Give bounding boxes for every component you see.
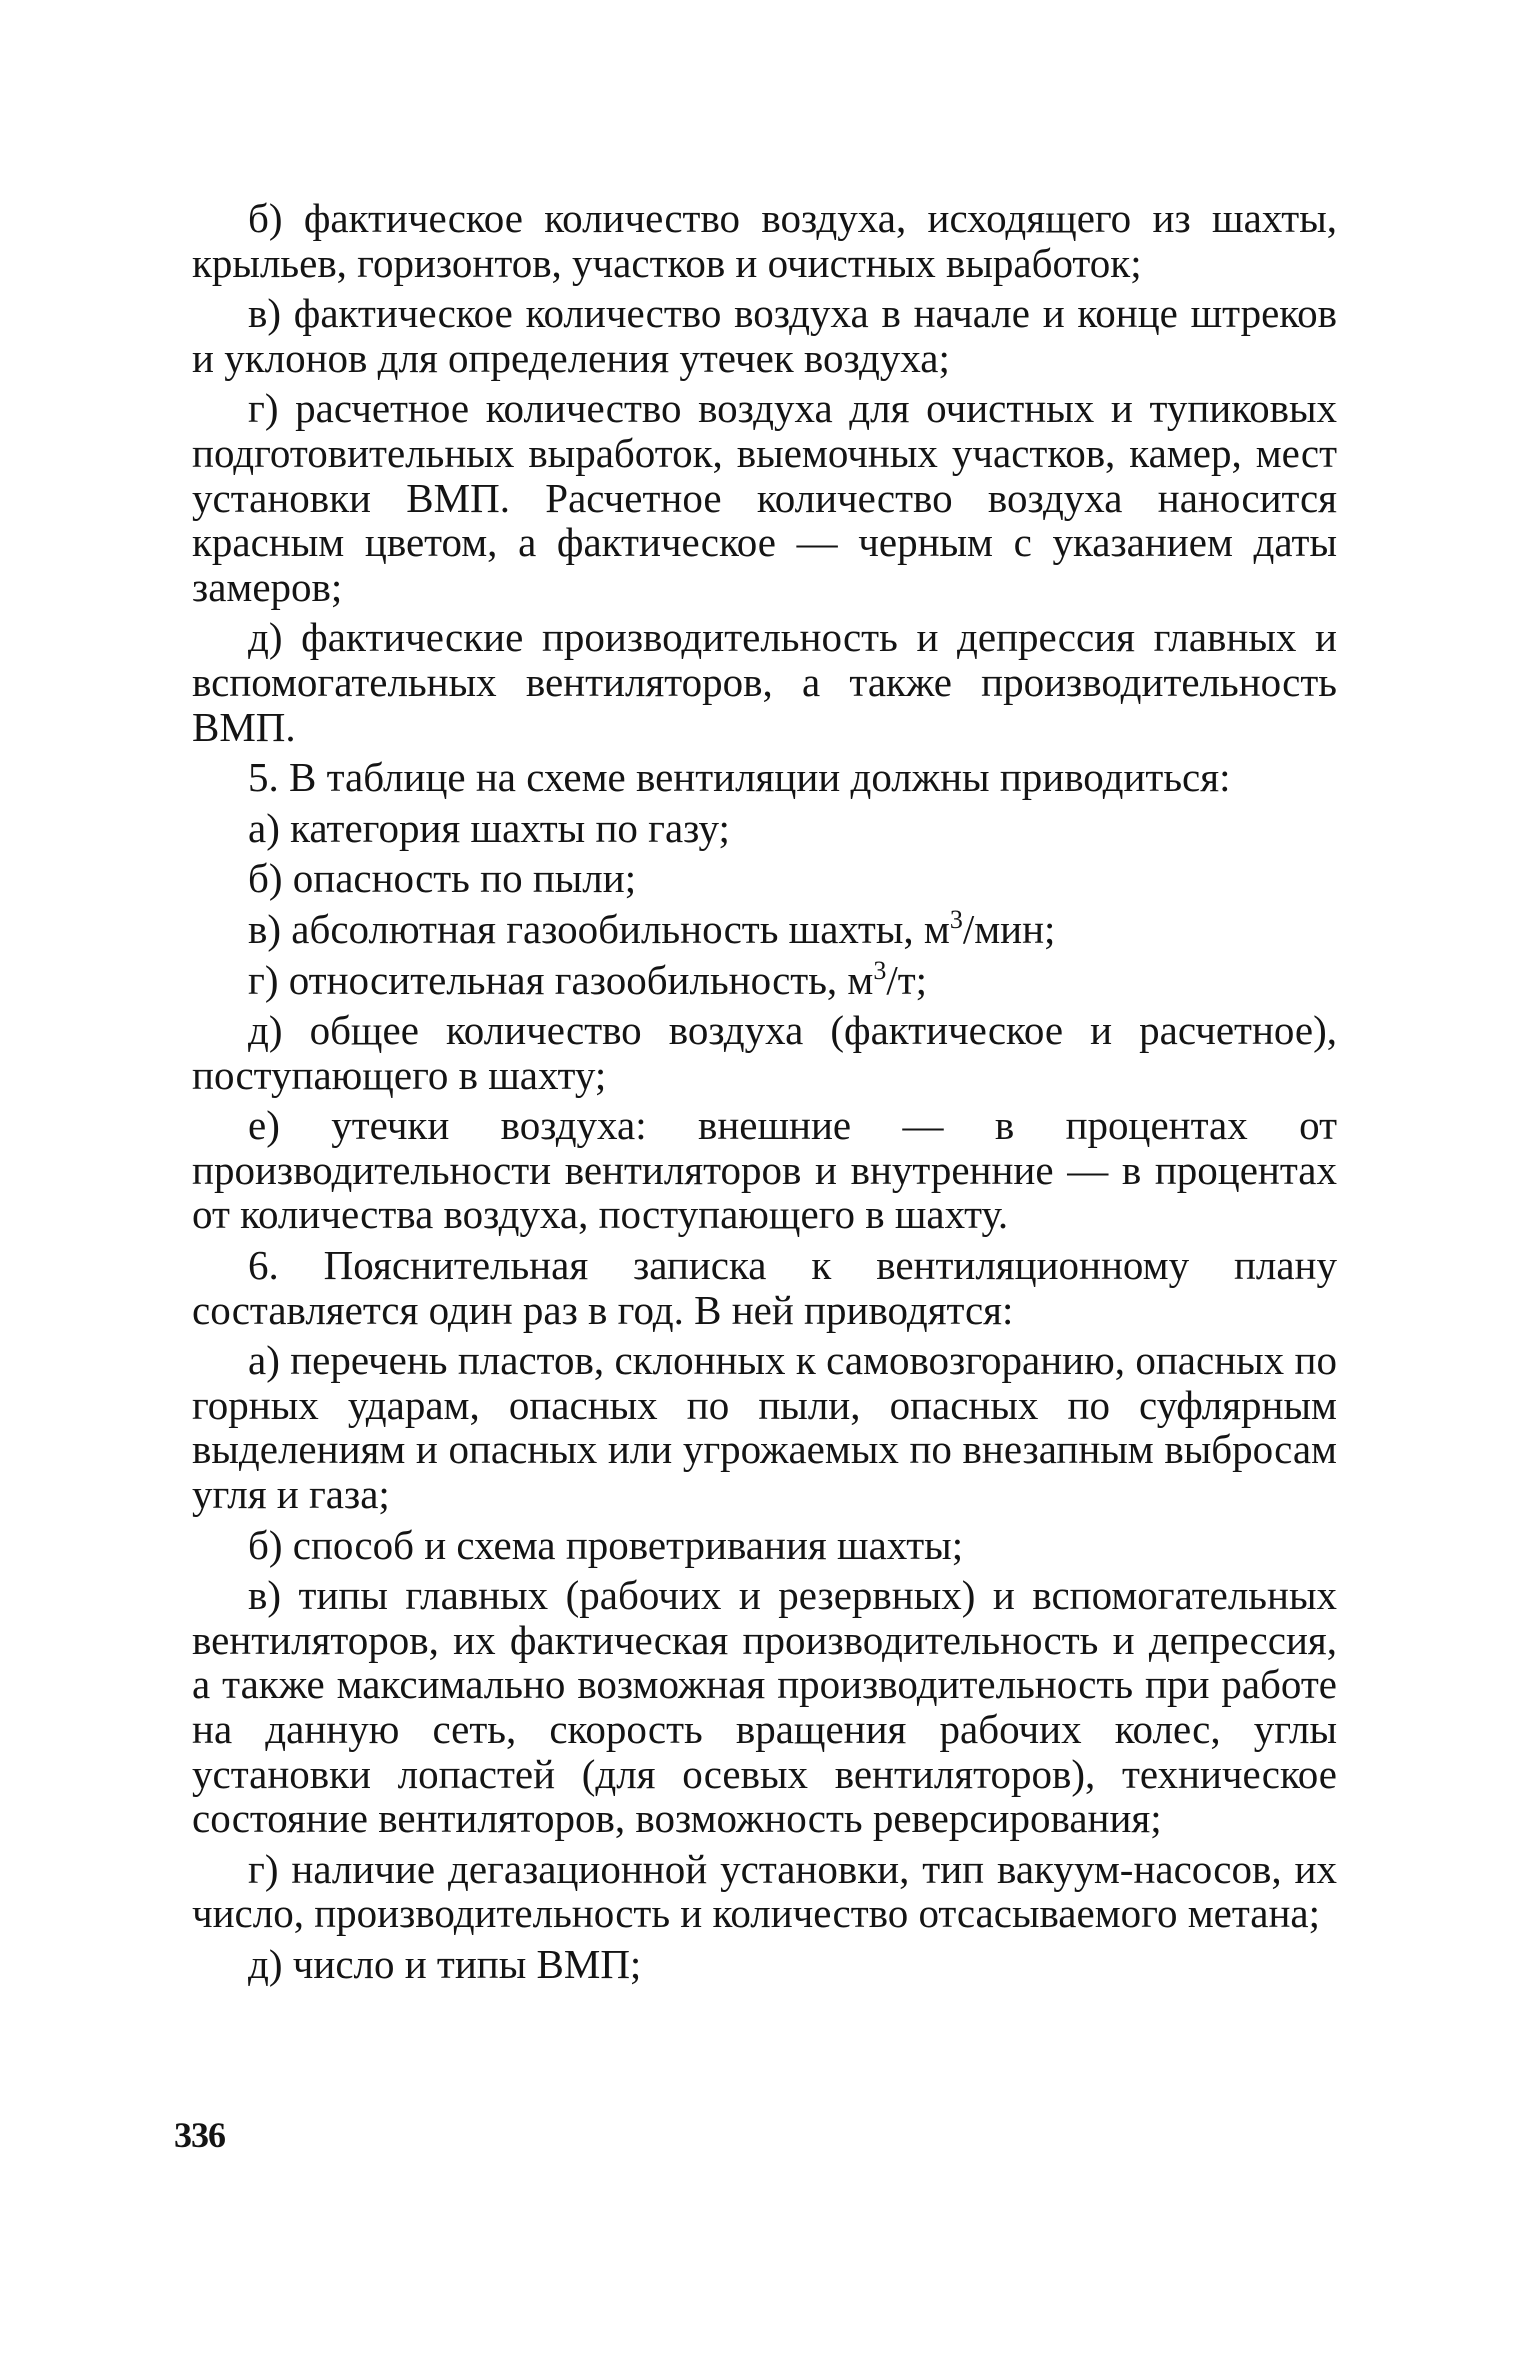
paragraph: б) опасность по пыли; [248,855,637,902]
page-body [192,196,1337,1993]
paragraph: в) фактическое количество воздуха в начале и конце штреков и уклонов для определения утечек воздуха; [192,290,1337,381]
page-number: 336 [174,2115,225,2155]
paragraph: а) перечень пластов, склонных к самовозгоранию, опасных по горных ударам, опасных по пыли, опасных по суфлярным выделениям и опасных или угрожаемых по внезапным выбросам угля и газа; [192,1337,1337,1518]
paragraph: д) фактические производительность и депрессия главных и вспомогательных вентиляторов, а также производительность ВМП. [192,614,1337,750]
paragraph: д) общее количество воздуха (фактическое и расчетное), поступающего в шахту; [192,1007,1337,1098]
paragraph: б) способ и схема проветривания шахты; [248,1521,964,1568]
paragraph: в) типы главных (рабочих и резервных) и вспомогательных вентиляторов, их фактическая производительность и депрессия, а также максимально возможная производительность при работе на данную сеть, скорость вращения рабочих колес, углы установки лопастей (для осевых вентиляторов), техническое состояние вентиляторов, возможность реверсирования; [192,1572,1337,1842]
paragraph: г) расчетное количество воздуха для очистных и тупиковых подготовительных выработок, выемочных участков, камер, мест установки ВМП. Расчетное количество воздуха наносится красным цветом, а фактическое — черным с указанием даты замеров; [192,385,1337,610]
paragraph-text: в) абсолютная газообильность шахты, м [248,905,950,952]
paragraph-text: /т; [886,956,928,1003]
superscript: 3 [949,904,963,934]
paragraph [192,904,1337,952]
paragraph: а) категория шахты по газу; [248,804,730,851]
superscript: 3 [873,955,887,985]
paragraph-text: /мин; [962,905,1056,952]
paragraph: б) фактическое количество воздуха, исходящего из шахты, крыльев, горизонтов, участков и очистных выработок; [192,195,1337,286]
paragraph: 5. В таблице на схеме вентиляции должны приводиться: [248,754,1231,801]
paragraph: д) число и типы ВМП; [248,1940,642,1987]
paragraph: е) утечки воздуха: внешние — в процентах от производительности вентиляторов и внутренние — в процентах от количества воздуха, поступающего в шахту. [192,1102,1337,1238]
paragraph-text: г) относительная газообильность, м [248,956,874,1003]
paragraph: г) наличие дегазационной установки, тип вакуум-насосов, их число, производительность и количество отсасываемого метана; [192,1845,1337,1937]
paragraph [192,955,1337,1003]
paragraph: 6. Пояснительная записка к вентиляционному плану составляется один раз в год. В ней приводятся: [192,1242,1337,1333]
